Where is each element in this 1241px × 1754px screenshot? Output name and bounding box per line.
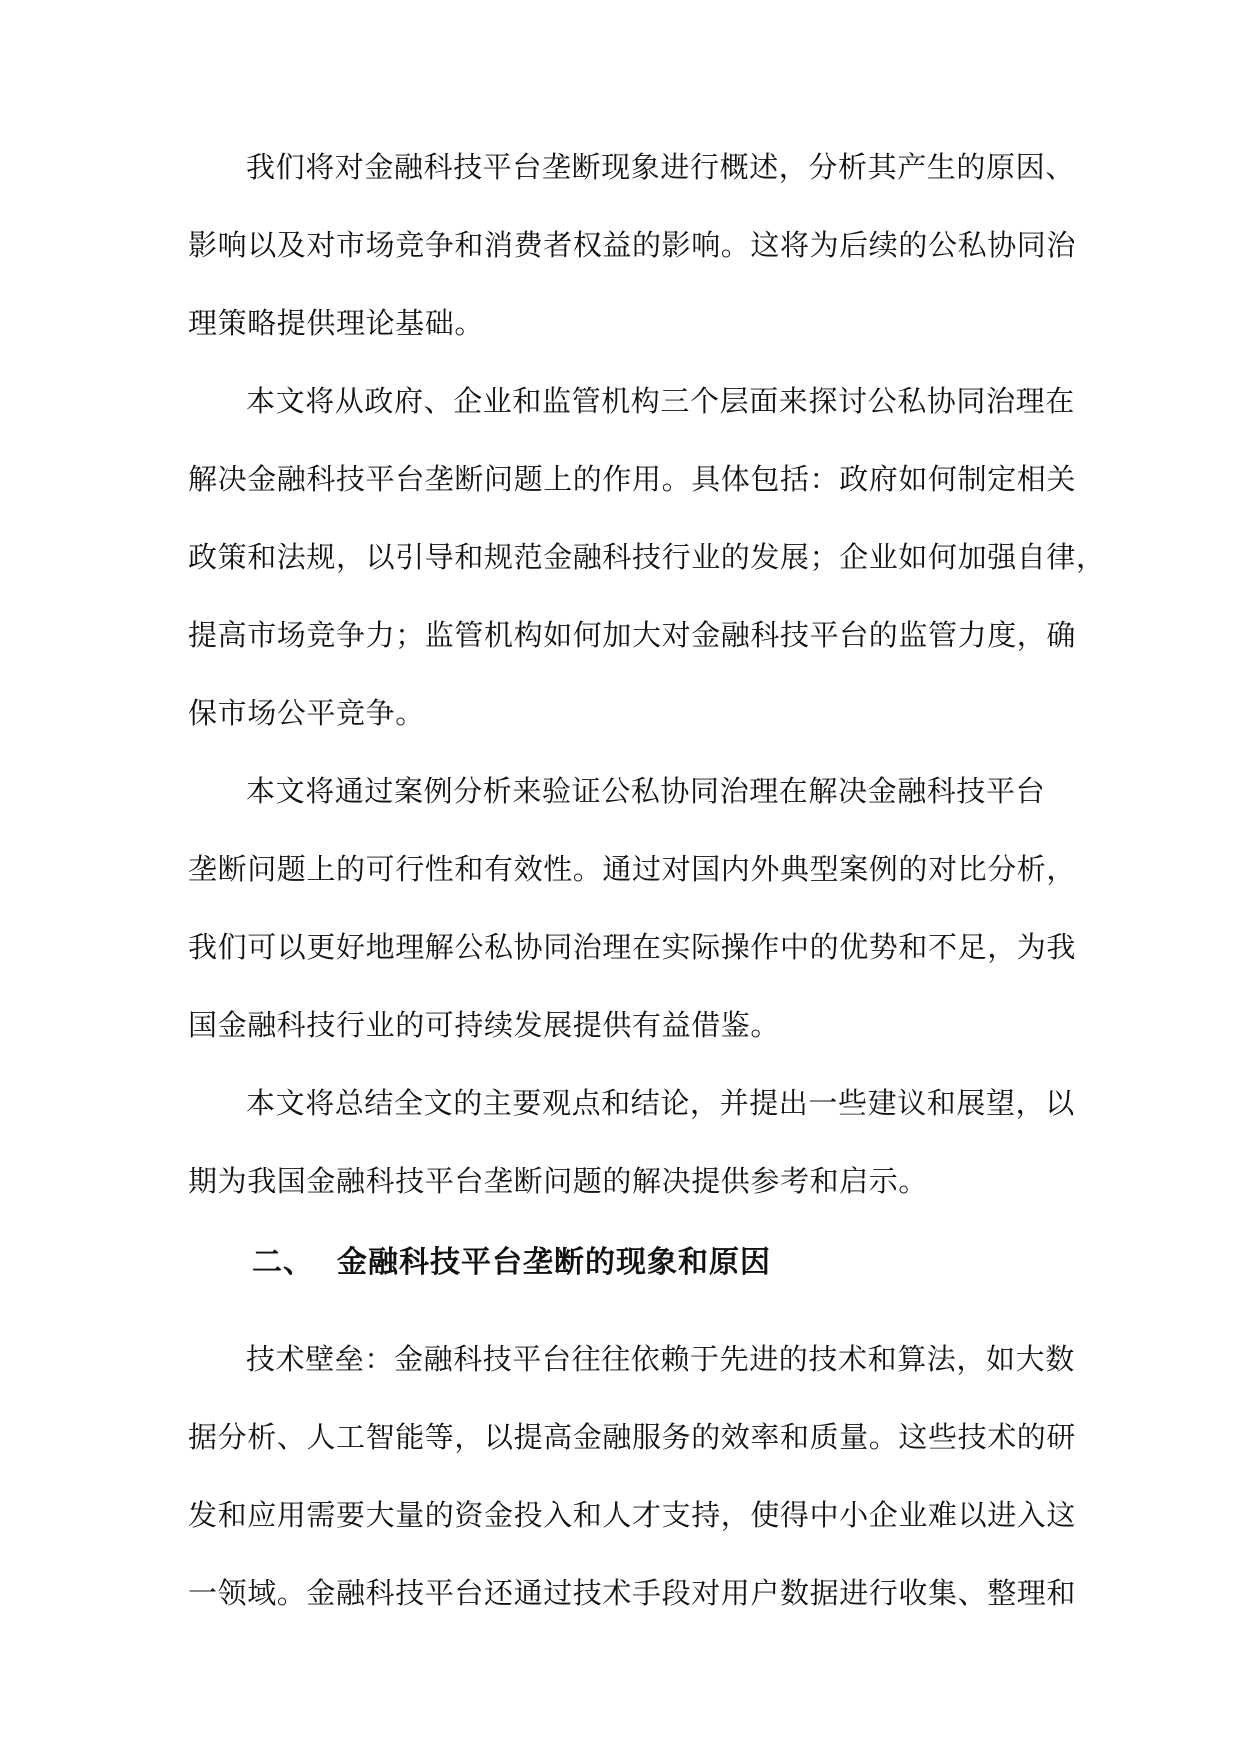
paragraph-line: 提高市场竞争力；监管机构如何加大对金融科技平台的监管力度，确 (188, 618, 1077, 652)
paragraph-line: 我们将对金融科技平台垄断现象进行概述，分析其产生的原因、 (246, 150, 1075, 184)
paragraph-line: 保市场公平竞争。 (188, 696, 425, 730)
paragraph-line: 本文将从政府、企业和监管机构三个层面来探讨公私协同治理在 (246, 384, 1075, 418)
paragraph-line: 据分析、人工智能等，以提高金融服务的效率和质量。这些技术的研 (188, 1420, 1077, 1454)
section-title: 金融科技平台垄断的现象和原因 (337, 1245, 771, 1280)
section-number: 二、 (252, 1245, 314, 1280)
paragraph-line: 解决金融科技平台垄断问题上的作用。具体包括：政府如何制定相关 (188, 462, 1077, 496)
paragraph-line: 发和应用需要大量的资金投入和人才支持，使得中小企业难以进入这 (188, 1498, 1077, 1532)
paragraph-line: 技术壁垒：金融科技平台往往依赖于先进的技术和算法，如大数 (246, 1342, 1075, 1376)
paragraph-line: 本文将通过案例分析来验证公私协同治理在解决金融科技平台 (246, 774, 1046, 808)
paragraph-line: 本文将总结全文的主要观点和结论，并提出一些建议和展望，以 (246, 1086, 1075, 1120)
paragraph-line: 一领域。金融科技平台还通过技术手段对用户数据进行收集、整理和 (188, 1576, 1077, 1610)
paragraph-line: 我们可以更好地理解公私协同治理在实际操作中的优势和不足，为我 (188, 930, 1077, 964)
paragraph-line: 影响以及对市场竞争和消费者权益的影响。这将为后续的公私协同治 (188, 228, 1077, 262)
paragraph-line: 垄断问题上的可行性和有效性。通过对国内外典型案例的对比分析， (188, 852, 1077, 886)
paragraph-line: 国金融科技行业的可持续发展提供有益借鉴。 (188, 1008, 781, 1042)
section-heading (252, 1233, 771, 1293)
paragraph-line: 理策略提供理论基础。 (188, 306, 485, 340)
paragraph-line: 政策和法规，以引导和规范金融科技行业的发展；企业如何加强自律， (188, 540, 1106, 574)
paragraph-line: 期为我国金融科技平台垄断问题的解决提供参考和启示。 (188, 1164, 929, 1198)
